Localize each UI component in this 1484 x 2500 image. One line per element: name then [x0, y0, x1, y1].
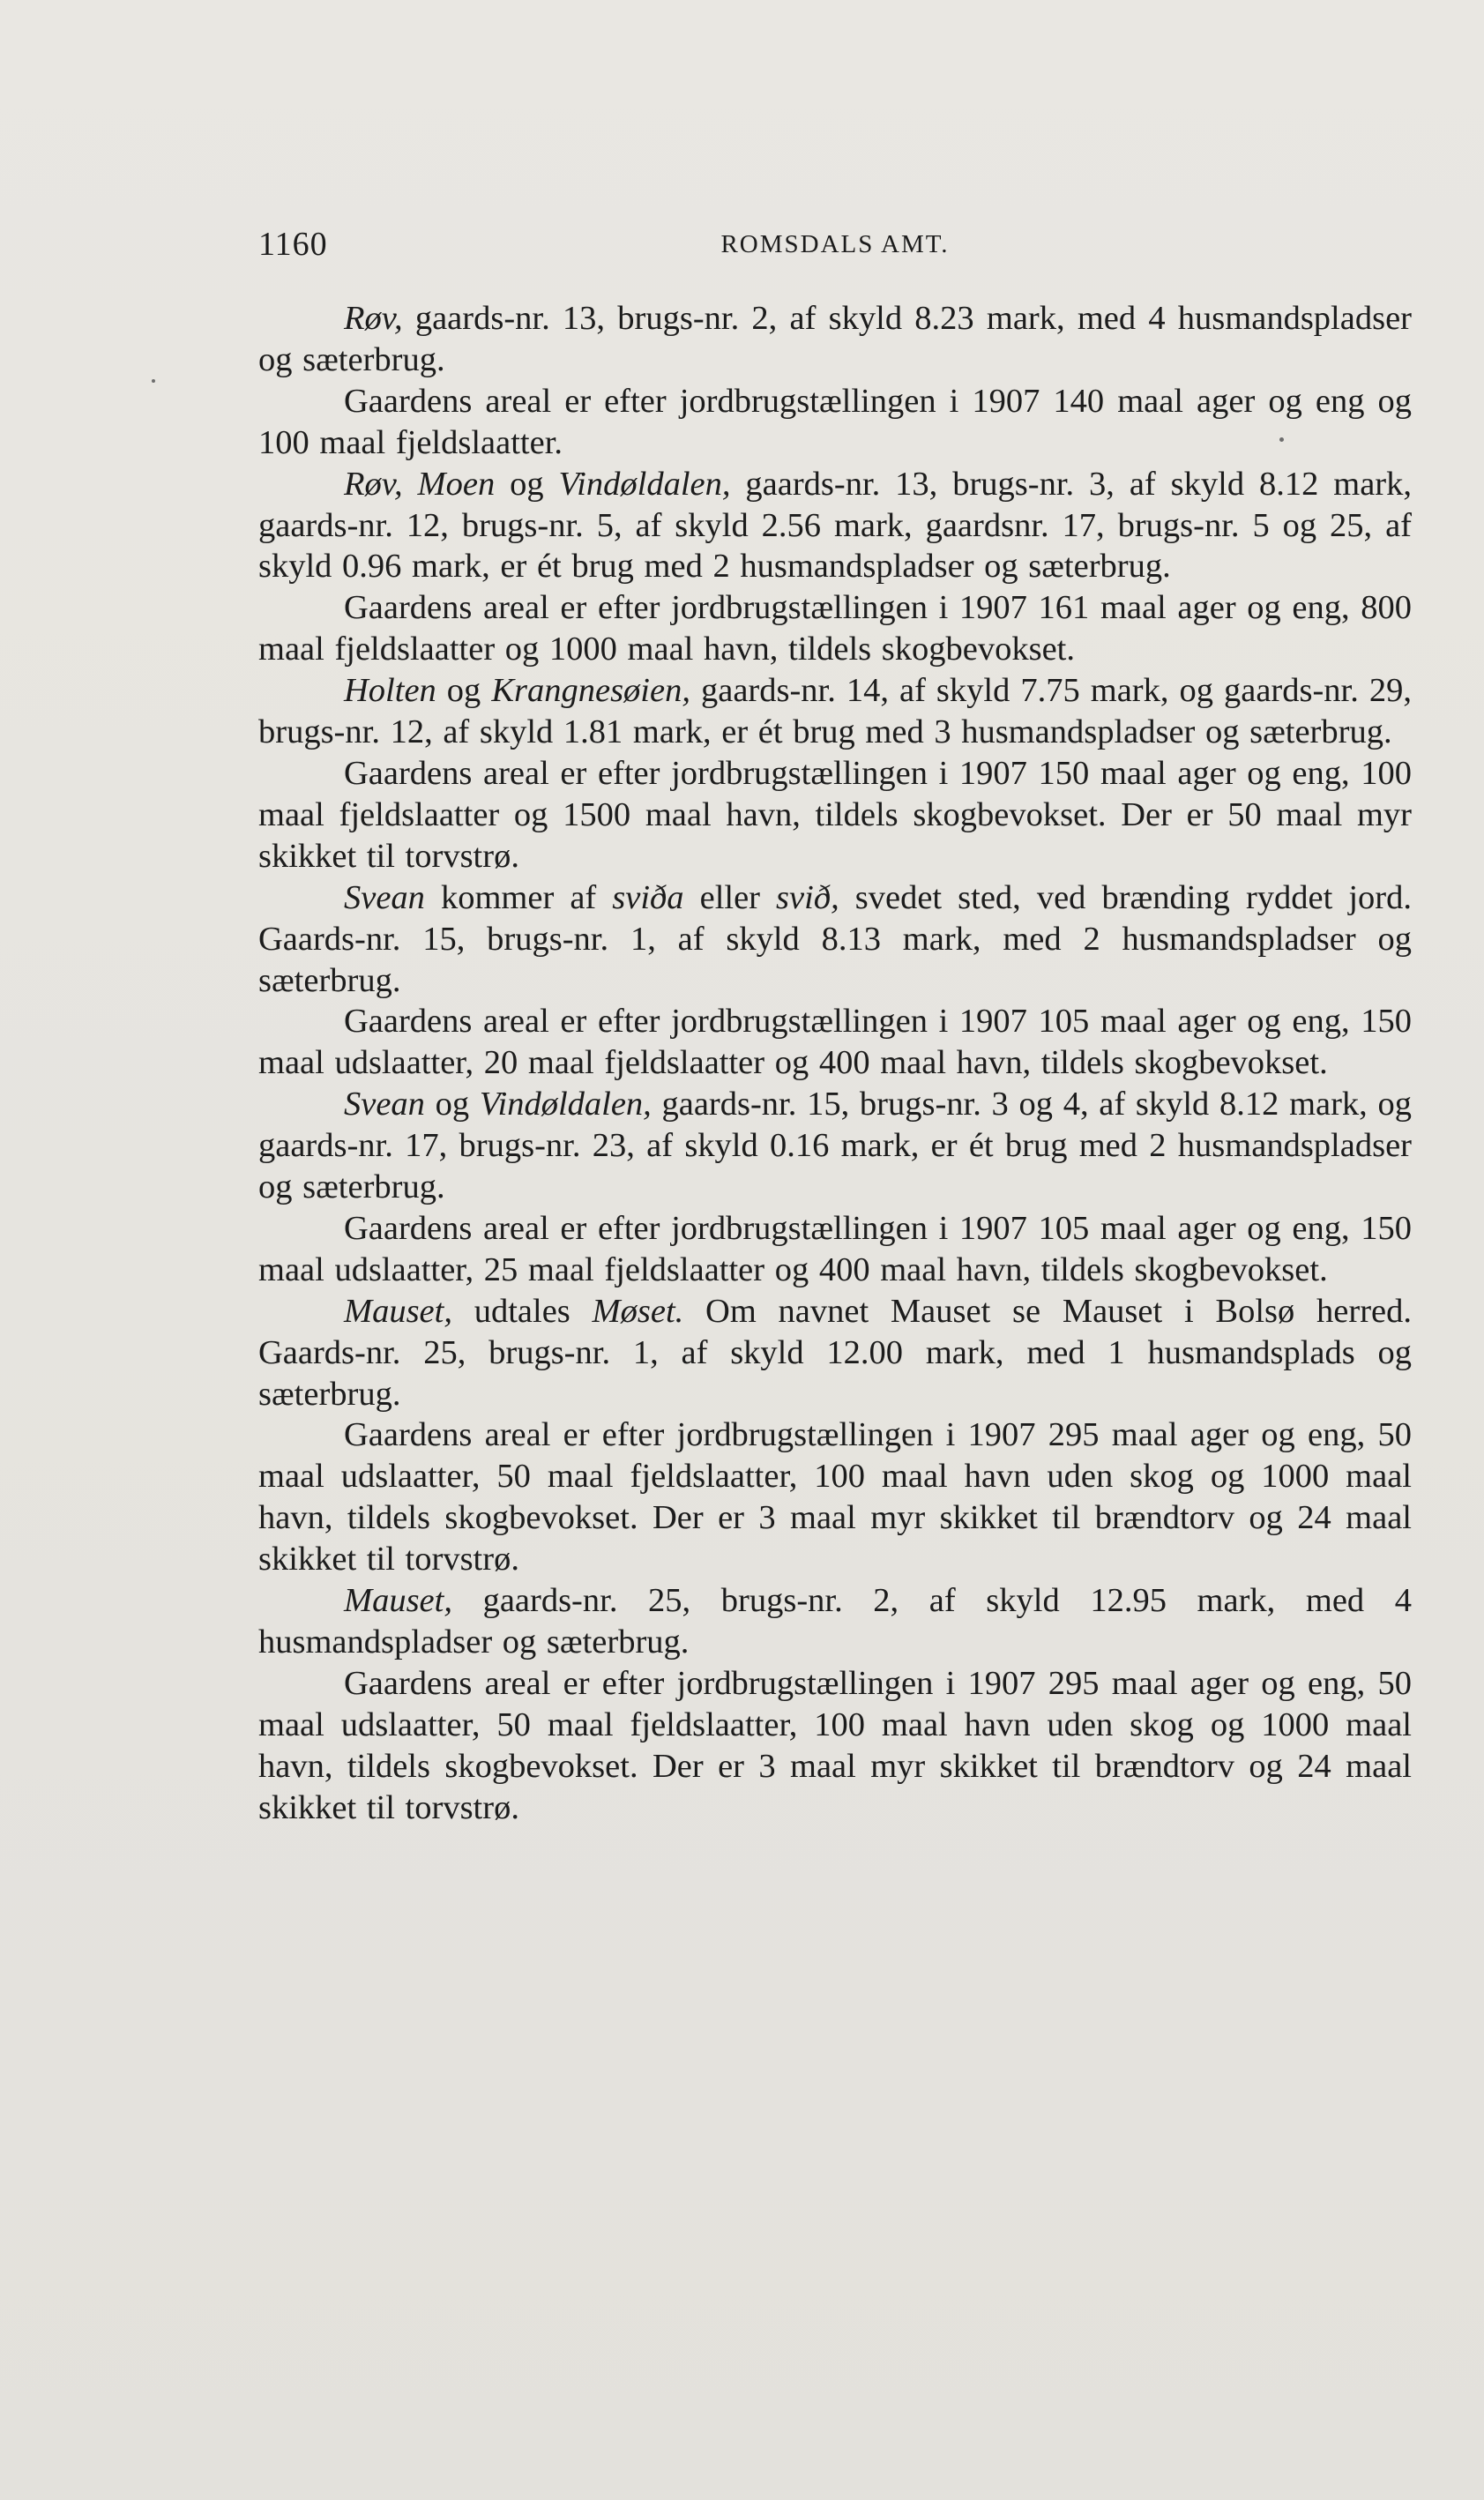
paragraph: Gaardens areal er efter jordbrugstællingen i 1907 105 maal ager og eng, 150 maal udslaatter, 20 maal fjeldslaatter og 400 maal havn, tildels skogbevokset.: [258, 1003, 1412, 1082]
body-text: [258, 298, 1412, 1829]
etymology-word: sviða: [612, 878, 684, 916]
paragraph-text: gaards-nr. 15, brugs-nr. 3 og 4, af skyld 8.12 mark, og gaards-nr. 17, brugs-nr. 23, af skyld 0.16 mark, er ét brug med 2 husmandspladser og sæterbrug.: [258, 1086, 1413, 1206]
paragraph: [258, 1580, 1412, 1663]
connector-text: og: [495, 465, 559, 503]
connector-text: eller: [683, 878, 777, 916]
paragraph: Gaardens areal er efter jordbrugstællingen i 1907 150 maal ager og eng, 100 maal fjeldslaatter og 1500 maal havn, tildels skogbevokset. Der er 50 maal myr skikket til torvstrø.: [258, 754, 1412, 875]
connector-text: udtales: [451, 1292, 593, 1330]
farm-name: Mauset,: [344, 1292, 452, 1330]
paragraph: [258, 1084, 1412, 1208]
connector-text: og: [424, 1086, 480, 1123]
paragraph: Gaardens areal er efter jordbrugstællingen i 1907 295 maal ager og eng, 50 maal udslaatter, 50 maal fjeldslaatter, 100 maal havn uden skog og 1000 maal havn, tildels skogbevokset. Der er 3 maal myr skikket til brændtorv og 24 maal skikket til torvstrø.: [258, 1416, 1412, 1578]
paragraph: Gaardens areal er efter jordbrugstællingen i 1907 140 maal ager og eng og 100 maal fjeldslaatter.: [258, 382, 1412, 461]
print-speck: [152, 379, 155, 383]
paragraph-text: gaards-nr. 13, brugs-nr. 3, af skyld 8.12 mark, gaards-nr. 12, brugs-nr. 5, af skyld 2.56 mark, gaardsnr. 17, brugs-nr. 5 og 25, af skyld 0.96 mark, er ét brug med 2 husmandspladser og sæterbrug.: [258, 465, 1412, 586]
paragraph: [258, 298, 1412, 381]
paragraph-text: gaards-nr. 13, brugs-nr. 2, af skyld 8.23 mark, med 4 husmandspladser og sæterbrug.: [258, 300, 1412, 378]
paragraph-text: gaards-nr. 14, af skyld 7.75 mark, og gaards-nr. 29, brugs-nr. 12, af skyld 1.81 mark, er ét brug med 3 husmandspladser og sæterbrug.: [258, 672, 1412, 751]
paragraph: [258, 670, 1412, 753]
paragraph: Gaardens areal er efter jordbrugstællingen i 1907 105 maal ager og eng, 150 maal udslaatter, 25 maal fjeldslaatter og 400 maal havn, tildels skogbevokset.: [258, 1209, 1412, 1288]
farm-name: Vindøldalen,: [558, 465, 731, 503]
running-head: ROMSDALS AMT.: [720, 230, 950, 258]
farm-name: Røv, Moen: [344, 465, 496, 503]
paragraph: Gaardens areal er efter jordbrugstællingen i 1907 161 maal ager og eng, 800 maal fjeldslaatter og 1000 maal havn, tildels skogbevokset.: [258, 589, 1412, 668]
farm-name: Svean: [344, 1086, 425, 1123]
paragraph: [258, 877, 1412, 1002]
page-header: [258, 225, 1412, 269]
paragraph: [258, 1291, 1412, 1415]
farm-name: Røv,: [344, 300, 403, 337]
connector-text: og: [436, 672, 492, 710]
etymology-word: svið,: [776, 878, 839, 916]
farm-name: Mauset,: [344, 1582, 452, 1620]
paragraph-text: gaards-nr. 25, brugs-nr. 2, af skyld 12.95 mark, med 4 husmandspladser og sæterbrug.: [258, 1582, 1412, 1660]
farm-name: Vindøldalen,: [479, 1086, 652, 1123]
farm-name: Krangnesøien,: [491, 672, 690, 710]
farm-name: Holten: [344, 672, 436, 710]
farm-name: Svean: [344, 878, 425, 916]
paragraph: Gaardens areal er efter jordbrugstællingen i 1907 295 maal ager og eng, 50 maal udslaatter, 50 maal fjeldslaatter, 100 maal havn uden skog og 1000 maal havn, tildels skogbevokset. Der er 3 maal myr skikket til brændtorv og 24 maal skikket til torvstrø.: [258, 1664, 1412, 1826]
page-number: 1160: [258, 226, 328, 263]
connector-text: kommer af: [424, 878, 613, 916]
pronunciation: Møset.: [592, 1292, 684, 1330]
paragraph-text: svedet sted, ved brænding ryddet jord. Gaards-nr. 15, brugs-nr. 1, af skyld 8.13 mark, med 2 husmandspladser og sæterbrug.: [258, 878, 1412, 999]
paragraph: [258, 464, 1412, 588]
paragraph-text: Om navnet Mauset se Mauset i Bolsø herred. Gaards-nr. 25, brugs-nr. 1, af skyld 12.00 mark, med 1 husmandsplads og sæterbrug.: [258, 1292, 1412, 1413]
